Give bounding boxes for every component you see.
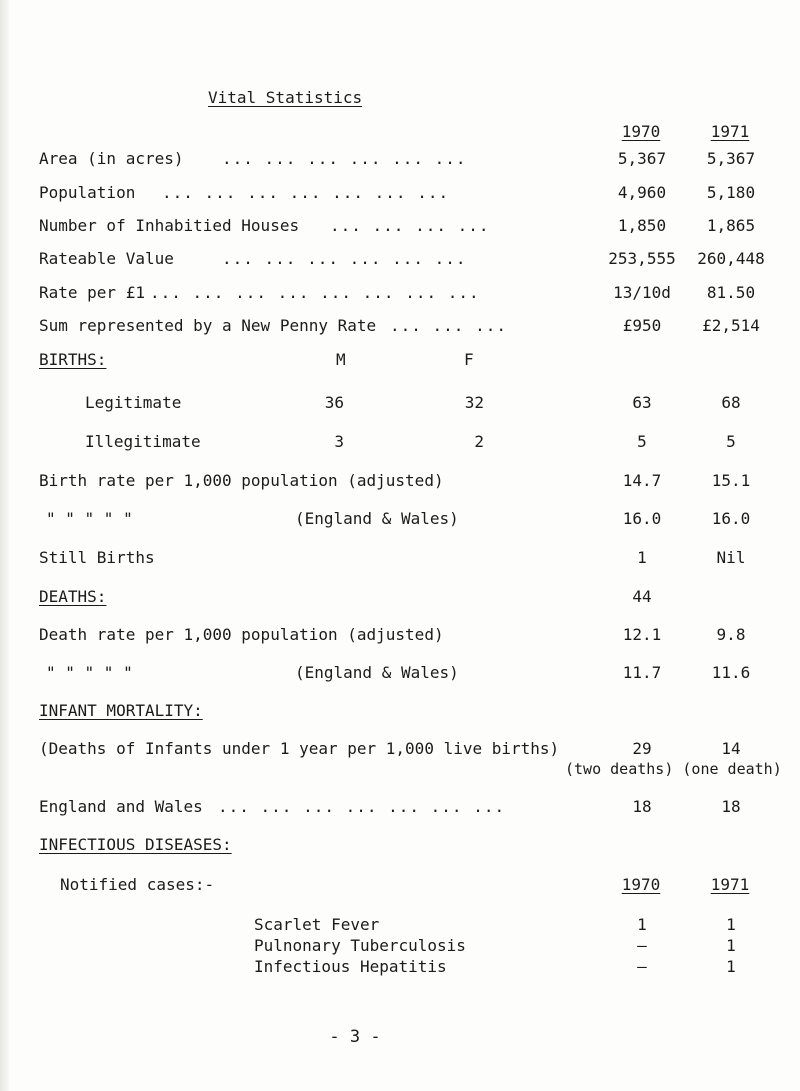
births-1970: 63 <box>632 393 652 412</box>
disease-1971: 1 <box>726 915 736 934</box>
year-header-1970: 1970 <box>621 122 661 141</box>
births-label: Legitimate <box>85 393 182 412</box>
stat-value-1970: 5,367 <box>617 149 667 168</box>
stat-value-1970: 1,850 <box>617 216 667 235</box>
death-rate-1971: 9.8 <box>716 625 746 644</box>
still-births-1970: 1 <box>637 548 647 567</box>
stat-value-1971: 260,448 <box>697 249 765 268</box>
birth-rate-label: Birth rate per 1,000 population (adjusted) <box>39 471 444 490</box>
dot-leader: ... ... ... ... ... ... ... ... <box>150 283 480 302</box>
col-header-f: F <box>464 350 474 369</box>
page-number: - 3 - <box>329 1027 381 1047</box>
births-male: 3 <box>334 432 344 451</box>
dot-leader: ... ... ... ... ... ... <box>222 149 467 168</box>
birth-rate-ew-label: (England & Wales) <box>295 509 459 528</box>
dot-leader: ... ... ... ... ... ... ... <box>162 183 450 202</box>
dot-leader: ... ... ... ... ... ... ... <box>218 797 506 816</box>
stat-value-1970: 13/10d <box>613 283 671 302</box>
stat-value-1971: 5,180 <box>706 183 756 202</box>
infectious-year-1970: 1970 <box>621 875 661 894</box>
stat-value-1971: £2,514 <box>702 316 760 335</box>
england-wales-1971: 18 <box>721 797 741 816</box>
stat-value-1970: 4,960 <box>617 183 667 202</box>
births-1971: 68 <box>721 393 741 412</box>
stat-value-1970: 253,555 <box>608 249 676 268</box>
deaths-heading: DEATHS: <box>39 587 107 606</box>
stat-label: Rate per £1 <box>39 283 145 302</box>
notified-cases-label: Notified cases:- <box>60 875 215 894</box>
stat-label: Area (in acres) <box>39 149 184 168</box>
stat-value-1971: 81.50 <box>706 283 756 302</box>
dot-leader: ... ... ... ... <box>330 216 490 235</box>
disease-1971: 1 <box>726 957 736 976</box>
deaths-total-1970: 44 <box>632 587 652 606</box>
stat-label: Rateable Value <box>39 249 174 268</box>
infant-mortality-heading: INFANT MORTALITY: <box>39 701 203 720</box>
dot-leader: ... ... ... <box>390 316 507 335</box>
infant-mortality-1970: 29 <box>632 739 652 758</box>
infant-mortality-label: (Deaths of Infants under 1 year per 1,000 live births) <box>39 739 560 758</box>
year-header-1971: 1971 <box>710 122 750 141</box>
death-rate-label: Death rate per 1,000 population (adjusted) <box>39 625 444 644</box>
dot-leader: ... ... ... ... ... ... <box>222 249 467 268</box>
death-rate-ew-1971: 11.6 <box>711 663 751 682</box>
disease-label: Infectious Hepatitis <box>254 957 447 976</box>
still-births-1971: Nil <box>716 548 746 567</box>
stat-label: Sum represented by a New Penny Rate <box>39 316 377 335</box>
ditto-marks: " " " " " <box>46 663 133 682</box>
birth-rate-ew-1970: 16.0 <box>622 509 662 528</box>
births-heading: BIRTHS: <box>39 350 107 369</box>
disease-1970: 1 <box>637 915 647 934</box>
stat-label: Population <box>39 183 136 202</box>
stat-value-1970: £950 <box>622 316 662 335</box>
infectious-year-1971: 1971 <box>710 875 750 894</box>
disease-1971: 1 <box>726 936 736 955</box>
disease-1970: – <box>637 936 647 955</box>
disease-label: Pulnonary Tuberculosis <box>254 936 466 955</box>
stat-value-1971: 1,865 <box>706 216 756 235</box>
births-female: 32 <box>464 393 484 412</box>
ditto-marks: " " " " " <box>46 509 133 528</box>
page-title: Vital Statistics <box>208 88 363 107</box>
births-male: 36 <box>324 393 344 412</box>
death-rate-1970: 12.1 <box>622 625 662 644</box>
infectious-diseases-heading: INFECTIOUS DISEASES: <box>39 835 232 854</box>
stat-label: Number of Inhabitied Houses <box>39 216 300 235</box>
births-1971: 5 <box>726 432 736 451</box>
england-wales-label: England and Wales <box>39 797 203 816</box>
england-wales-1970: 18 <box>632 797 652 816</box>
births-label: Illegitimate <box>85 432 201 451</box>
birth-rate-1971: 15.1 <box>711 471 751 490</box>
page-edge-shadow <box>0 0 9 1091</box>
infant-mortality-note: (two deaths) (one death) <box>565 760 782 778</box>
birth-rate-ew-1971: 16.0 <box>711 509 751 528</box>
births-1970: 5 <box>637 432 647 451</box>
disease-1970: – <box>637 957 647 976</box>
death-rate-ew-label: (England & Wales) <box>295 663 459 682</box>
death-rate-ew-1970: 11.7 <box>622 663 662 682</box>
births-female: 2 <box>474 432 484 451</box>
col-header-m: M <box>336 350 346 369</box>
disease-label: Scarlet Fever <box>254 915 380 934</box>
infant-mortality-1971: 14 <box>721 739 741 758</box>
stat-value-1971: 5,367 <box>706 149 756 168</box>
still-births-label: Still Births <box>39 548 155 567</box>
birth-rate-1970: 14.7 <box>622 471 662 490</box>
